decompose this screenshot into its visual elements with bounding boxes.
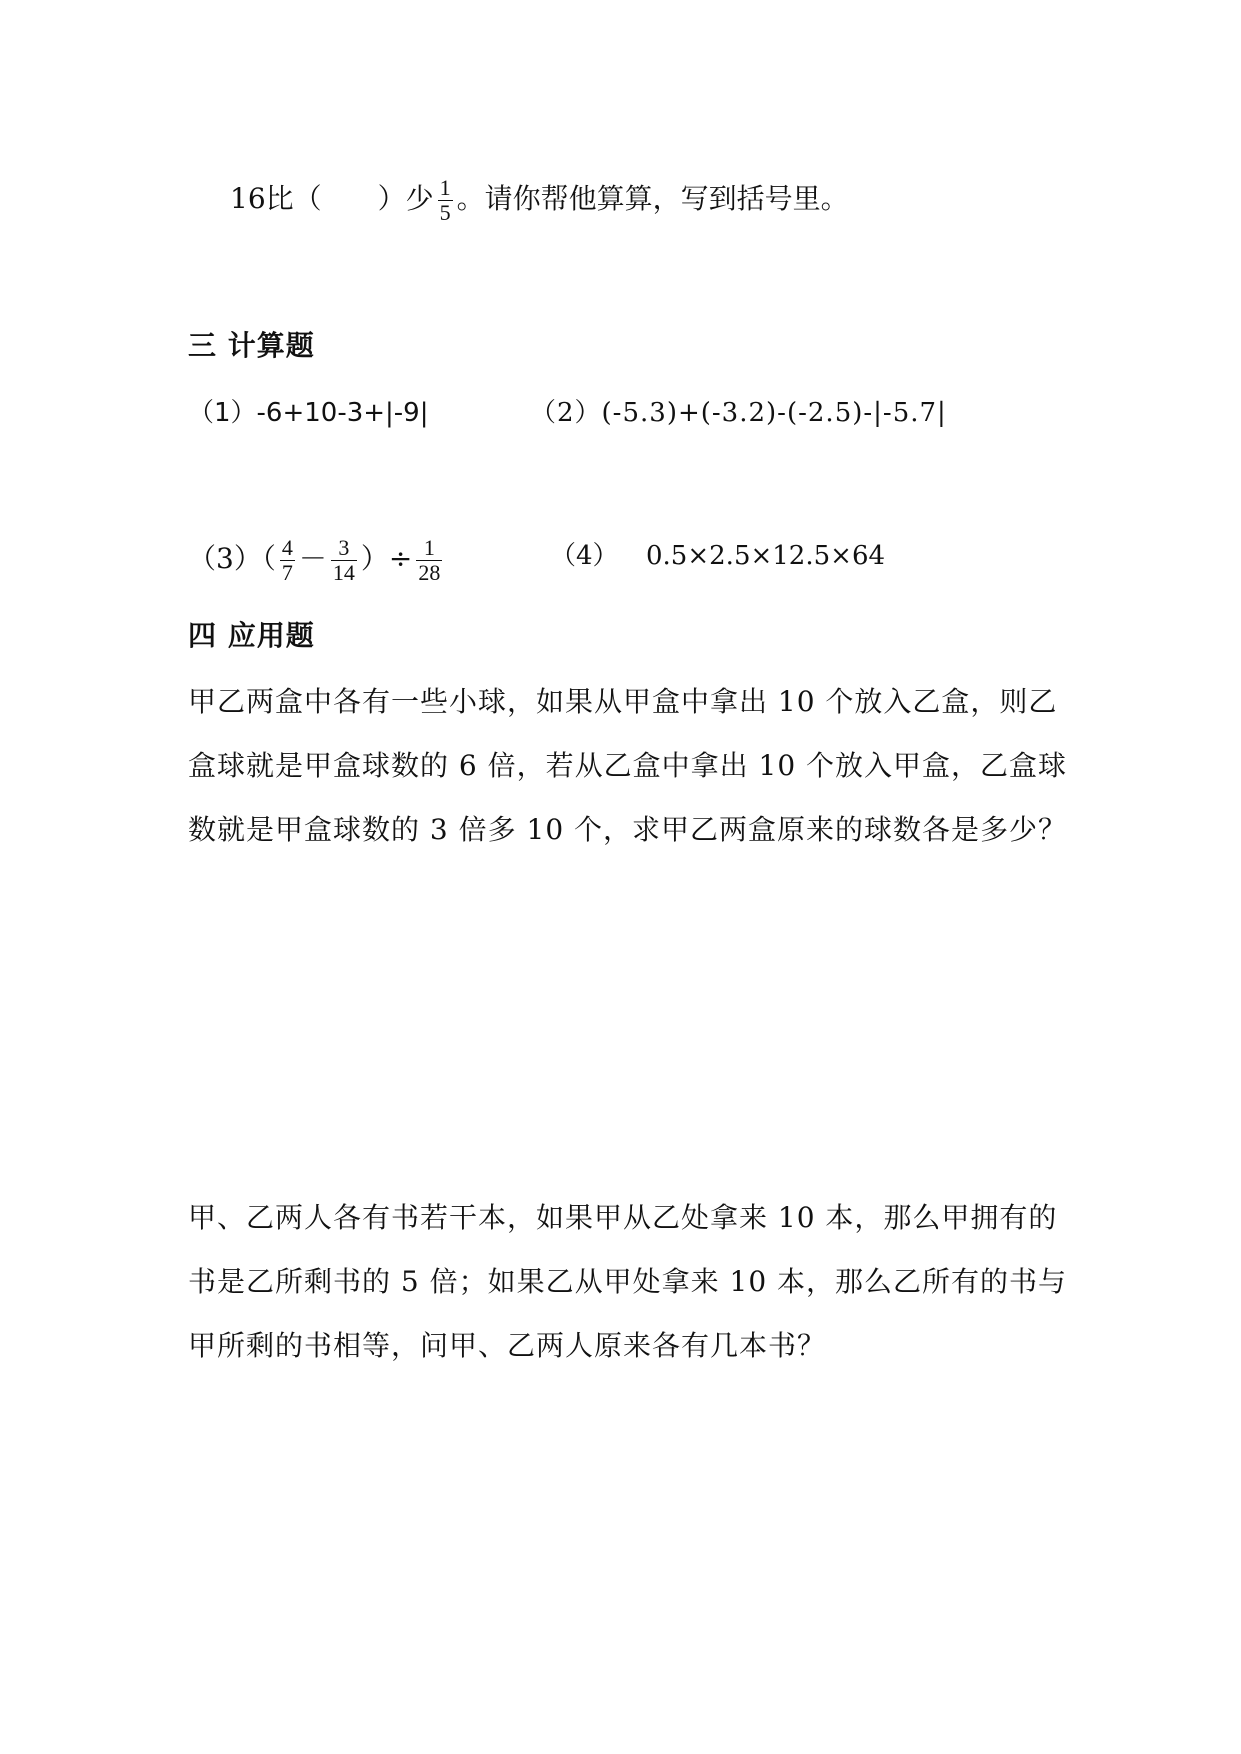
fill-in-before: 16比（ [230, 182, 322, 215]
fraction-denominator: 28 [418, 560, 441, 585]
minus-sign: － [298, 542, 327, 575]
problem-3-3 [188, 536, 446, 585]
fill-in-instruction: 。请你帮他算算，写到括号里。 [456, 182, 849, 215]
fraction-numerator: 1 [416, 536, 442, 561]
problem-3-4-label: （4） [550, 541, 619, 571]
word-problem-2-line: 书是乙所剩书的 5 倍；如果乙从甲处拿来 10 本，那么乙所有的书与 [188, 1265, 1068, 1298]
fill-in-blank[interactable] [322, 182, 378, 215]
word-problem-1-line: 数就是甲盒球数的 3 倍多 10 个，求甲乙两盒原来的球数各是多少？ [188, 813, 1068, 846]
fraction-three-fourteenths [331, 536, 357, 585]
word-problem-2 [188, 1186, 1068, 1378]
word-problem-1 [188, 670, 1068, 862]
section-4-title: 四 应用题 [188, 619, 315, 652]
word-problem-2-line: 甲、乙两人各有书若干本，如果甲从乙处拿来 10 本，那么甲拥有的 [188, 1201, 1058, 1234]
fraction-numerator: 1 [439, 175, 451, 200]
problem-3-1: （1）-6+10-3+|-9| [188, 398, 429, 428]
fraction-numerator: 4 [281, 535, 293, 560]
fraction-four-sevenths [280, 536, 295, 585]
fill-in-after: ）少 [377, 182, 434, 215]
fraction-one-fifth [438, 176, 453, 225]
fraction-denominator: 14 [332, 560, 355, 585]
section-3-title: 三 计算题 [188, 329, 315, 362]
fraction-one-twentyeighth [416, 536, 442, 585]
problem-3-3-label: （3）（ [188, 542, 276, 575]
problem-3-2: （2）(-5.3)+(-3.2)-(-2.5)-|-5.7| [530, 398, 947, 428]
fraction-denominator: 7 [281, 560, 293, 585]
problem-3-4-expression: 0.5×2.5×12.5×64 [646, 541, 886, 571]
word-problem-1-line: 甲乙两盒中各有一些小球，如果从甲盒中拿出 10 个放入乙盒，则乙 [188, 685, 1058, 718]
word-problem-2-line: 甲所剩的书相等，问甲、乙两人原来各有几本书？ [188, 1329, 827, 1362]
fraction-denominator: 5 [439, 200, 451, 225]
fill-in-question [230, 176, 849, 225]
fraction-numerator: 3 [331, 536, 357, 561]
word-problem-1-line: 盒球就是甲盒球数的 6 倍，若从乙盒中拿出 10 个放入甲盒，乙盒球 [188, 749, 1068, 782]
close-divide: ）÷ [360, 542, 413, 575]
